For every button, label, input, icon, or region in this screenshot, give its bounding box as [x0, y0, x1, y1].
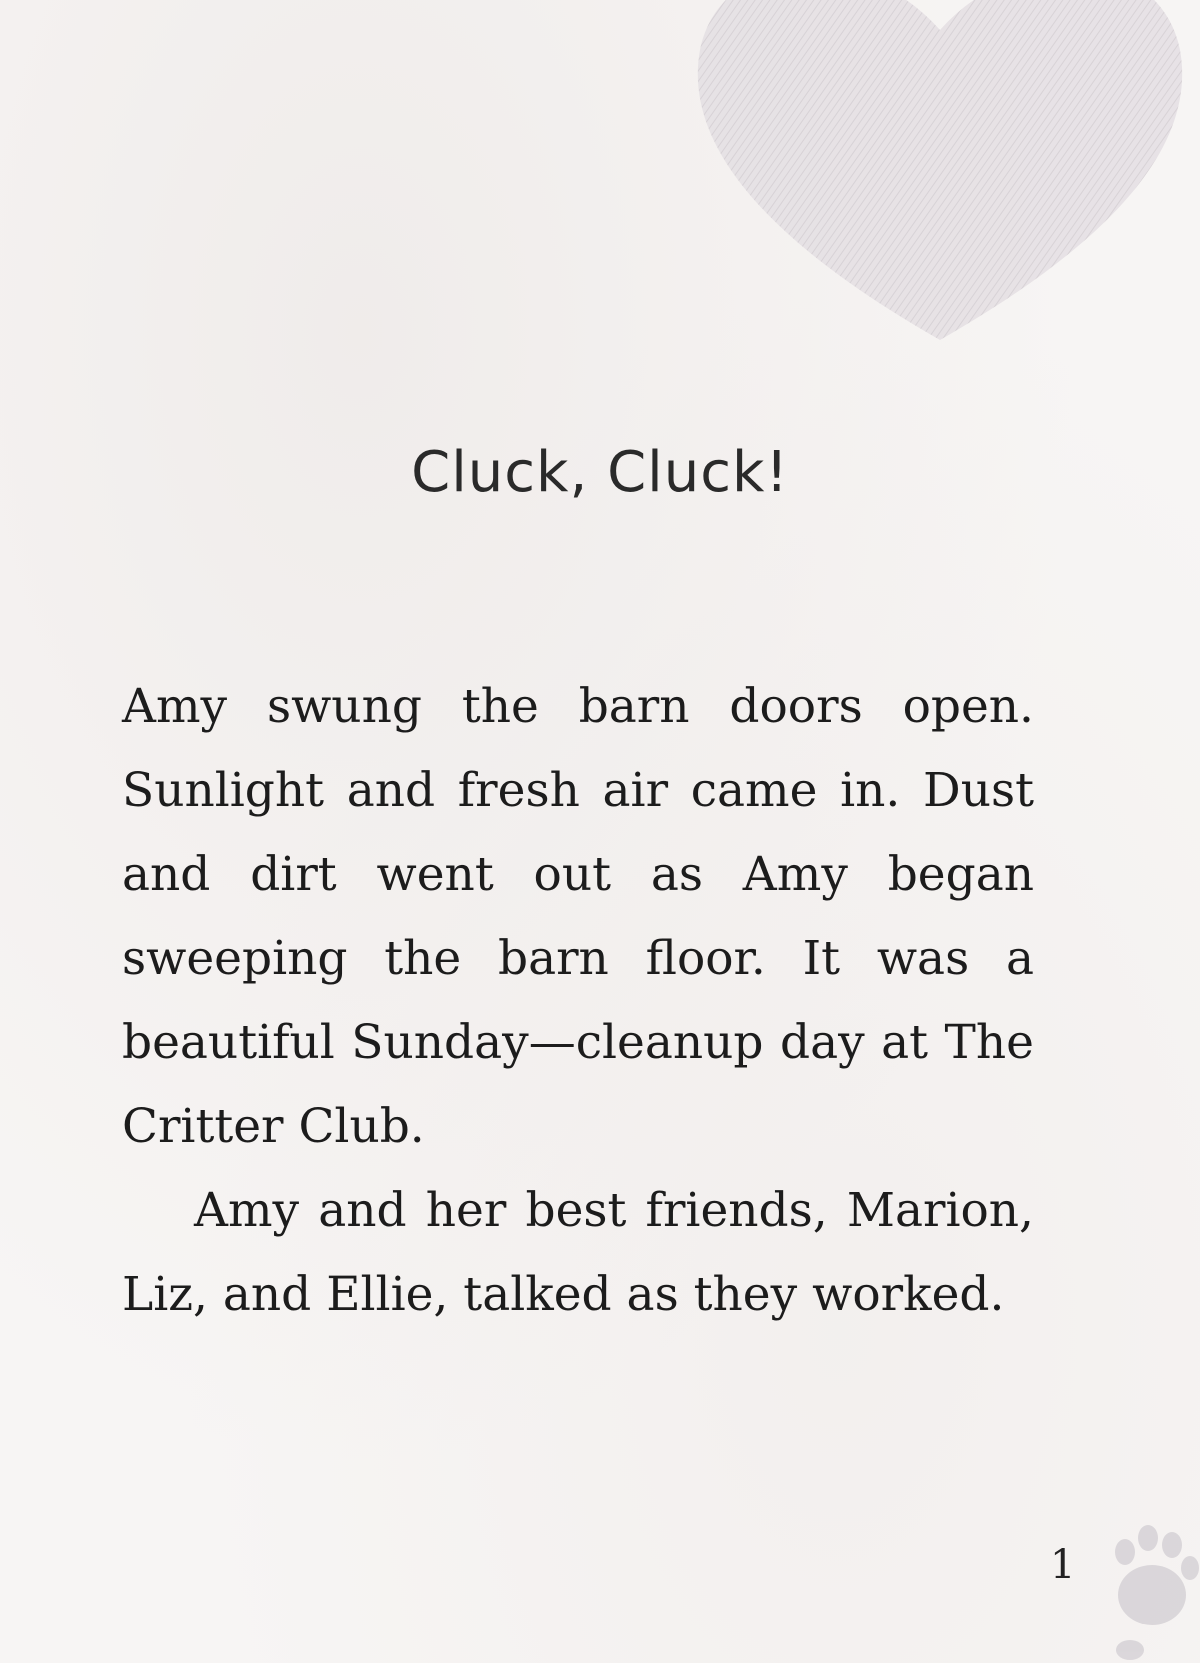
paragraph-1: Amy swung the barn doors open. Sunlight and fresh air came in. Dust and dirt went out as Amy began sweeping the barn floor. It was a beautiful Sunday—cleanup day at The Critter Club. — [122, 679, 1034, 1154]
chapter-body — [122, 665, 1034, 1337]
paw-print-decoration-icon — [1090, 1500, 1200, 1663]
paragraph-2: Amy and her best friends, Marion, Liz, and Ellie, talked as they worked. — [122, 1183, 1034, 1322]
chapter-title: Cluck, Cluck! — [411, 440, 789, 505]
page-number: 1 — [1050, 1542, 1076, 1588]
heart-decoration-icon — [680, 0, 1200, 360]
